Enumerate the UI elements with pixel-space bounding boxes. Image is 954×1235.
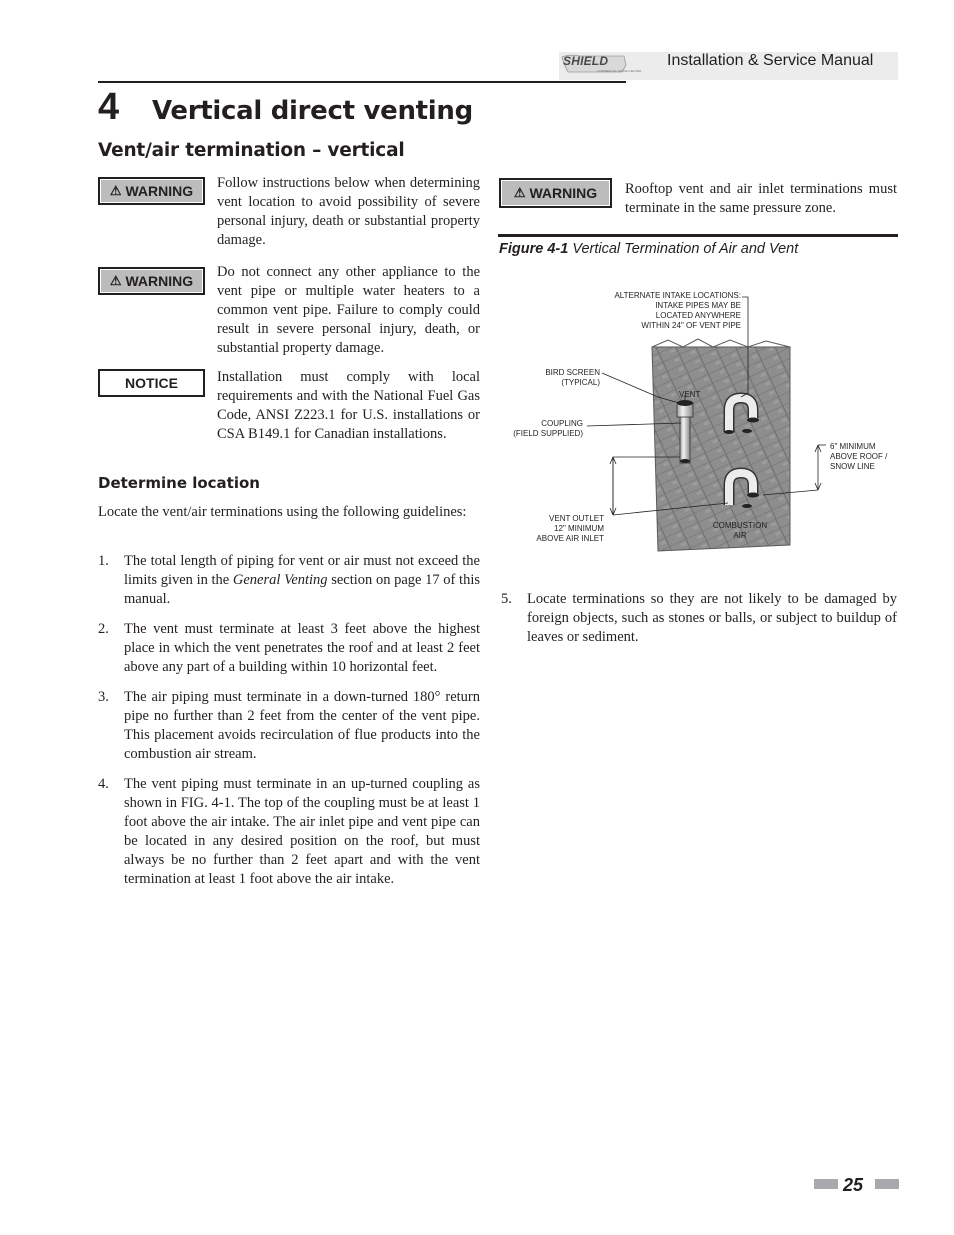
warning-text: WARNING: [125, 273, 194, 289]
list-number: 2.: [98, 621, 109, 637]
label-alternate-2: INTAKE PIPES MAY BE: [655, 301, 741, 310]
label-coupling-1: COUPLING: [541, 419, 583, 428]
warning-label: [98, 177, 205, 205]
list-text: The air piping must terminate in a down-turned 180° return pipe no further than 2 feet from the center of the vent pipe. This placement avoids recirculation of flue products into the combustion air stream.: [124, 689, 480, 762]
label-minimum-3: SNOW LINE: [830, 462, 875, 471]
page-number: 25: [843, 1175, 864, 1195]
header-rule: [98, 81, 626, 83]
warning-text: WARNING: [529, 185, 598, 201]
chapter-number: 4: [98, 86, 120, 128]
subsection-title: Determine location: [98, 474, 260, 492]
figure-rule: [498, 234, 898, 237]
list-number: 4.: [98, 776, 109, 792]
warning-triangle-icon: ⚠: [513, 185, 526, 200]
label-alternate-1: ALTERNATE INTAKE LOCATIONS:: [614, 291, 741, 300]
list-item: [98, 552, 480, 609]
label-outlet-1: VENT OUTLET: [549, 514, 604, 523]
warning-label: [499, 178, 612, 208]
section-title: Vent/air termination – vertical: [98, 140, 405, 161]
label-alternate-4: WITHIN 24" OF VENT PIPE: [641, 321, 741, 330]
list-text: Locate terminations so they are not likely to be damaged by foreign objects, such as stones or balls, or subject to buildup of leaves or sediment.: [527, 591, 897, 645]
alternate-intake-opening: [747, 418, 759, 423]
label-coupling-2: (FIELD SUPPLIED): [513, 429, 583, 438]
list-text: The vent piping must terminate in an up-turned coupling as shown in FIG. 4-1. The top of the coupling must be at least 1 foot above the air intake. The air inlet pipe and vent pipe can be located in any desired position on the roof, but must always be no further than 2 feet apart and with the vent termination at least 1 foot above the air intake.: [124, 776, 480, 887]
label-bird-1: BIRD SCREEN: [545, 368, 600, 377]
label-vent: VENT: [679, 390, 701, 399]
label-minimum-1: 6" MINIMUM: [830, 442, 876, 451]
label-alternate-3: LOCATED ANYWHERE: [655, 311, 741, 320]
warning-body: Follow instructions below when determining vent location to avoid possibility of severe personal injury, death or substantial property damage.: [217, 175, 480, 248]
manual-title: Installation & Service Manual: [667, 52, 874, 69]
figure-label: Figure 4-1: [499, 241, 569, 257]
vent-pipe: [680, 413, 690, 463]
list-item: [98, 775, 480, 889]
vent-base: [680, 459, 690, 463]
logo-text: SHIELD: [563, 54, 609, 68]
vent-termination-diagram: [498, 285, 898, 555]
warning-triangle-icon: ⚠: [109, 273, 122, 288]
footer-bar-right: [875, 1179, 899, 1189]
label-combustion-1: COMBUSTION: [712, 521, 768, 530]
list-item: [98, 688, 480, 764]
figure-caption: [499, 241, 798, 257]
warning-text: WARNING: [125, 183, 194, 199]
label-combustion-2: AIR: [733, 531, 747, 540]
warning-label: [98, 267, 205, 295]
list-number: 1.: [98, 553, 109, 569]
label-outlet-3: ABOVE AIR INLET: [536, 534, 604, 543]
list-text: section on page 17 of this manual.: [124, 572, 480, 607]
label-minimum-2: ABOVE ROOF /: [830, 452, 888, 461]
intro-paragraph: Locate the vent/air terminations using the following guidelines:: [98, 504, 467, 520]
label-outlet-2: 12" MINIMUM: [554, 524, 604, 533]
chapter-title: Vertical direct venting: [152, 96, 473, 126]
list-text: The vent must terminate at least 3 feet above the highest place in which the vent penetrates the roof and at least 2 feet above any part of a building within 10 horizontal feet.: [124, 621, 480, 675]
warning-triangle-icon: ⚠: [109, 183, 122, 198]
list-item: [501, 590, 897, 647]
list-emphasis: General Venting: [232, 572, 328, 588]
figure-caption-text: Vertical Termination of Air and Vent: [572, 241, 799, 257]
guidelines-list: [98, 552, 480, 900]
list-number: 3.: [98, 689, 109, 705]
roof-edge: [652, 339, 790, 347]
warning-body: Do not connect any other appliance to the vent pipe or multiple water heaters to a common vent pipe. Failure to comply could result in severe personal injury, death, or substantial property damage.: [217, 264, 480, 356]
label-bird-2: (TYPICAL): [561, 378, 600, 387]
list-text: The total length of piping for vent or air must not exceed the limits given in the: [124, 553, 480, 588]
guidelines-list-continued: [501, 590, 897, 658]
combustion-air-opening: [747, 493, 759, 498]
warning-body: Rooftop vent and air inlet terminations must terminate in the same pressure zone.: [625, 181, 897, 216]
logo-subtext: COMMERCIAL WATER HEATER: [597, 69, 642, 73]
notice-label: [98, 369, 205, 397]
notice-body: Installation must comply with local requirements and with the National Fuel Gas Code, ANSI Z223.1 for U.S. installations or CSA B149.1 for Canadian installations.: [217, 369, 480, 442]
list-item: [98, 620, 480, 677]
footer-bar-left: [814, 1179, 838, 1189]
notice-text: NOTICE: [125, 375, 178, 391]
list-number: 5.: [501, 591, 512, 607]
